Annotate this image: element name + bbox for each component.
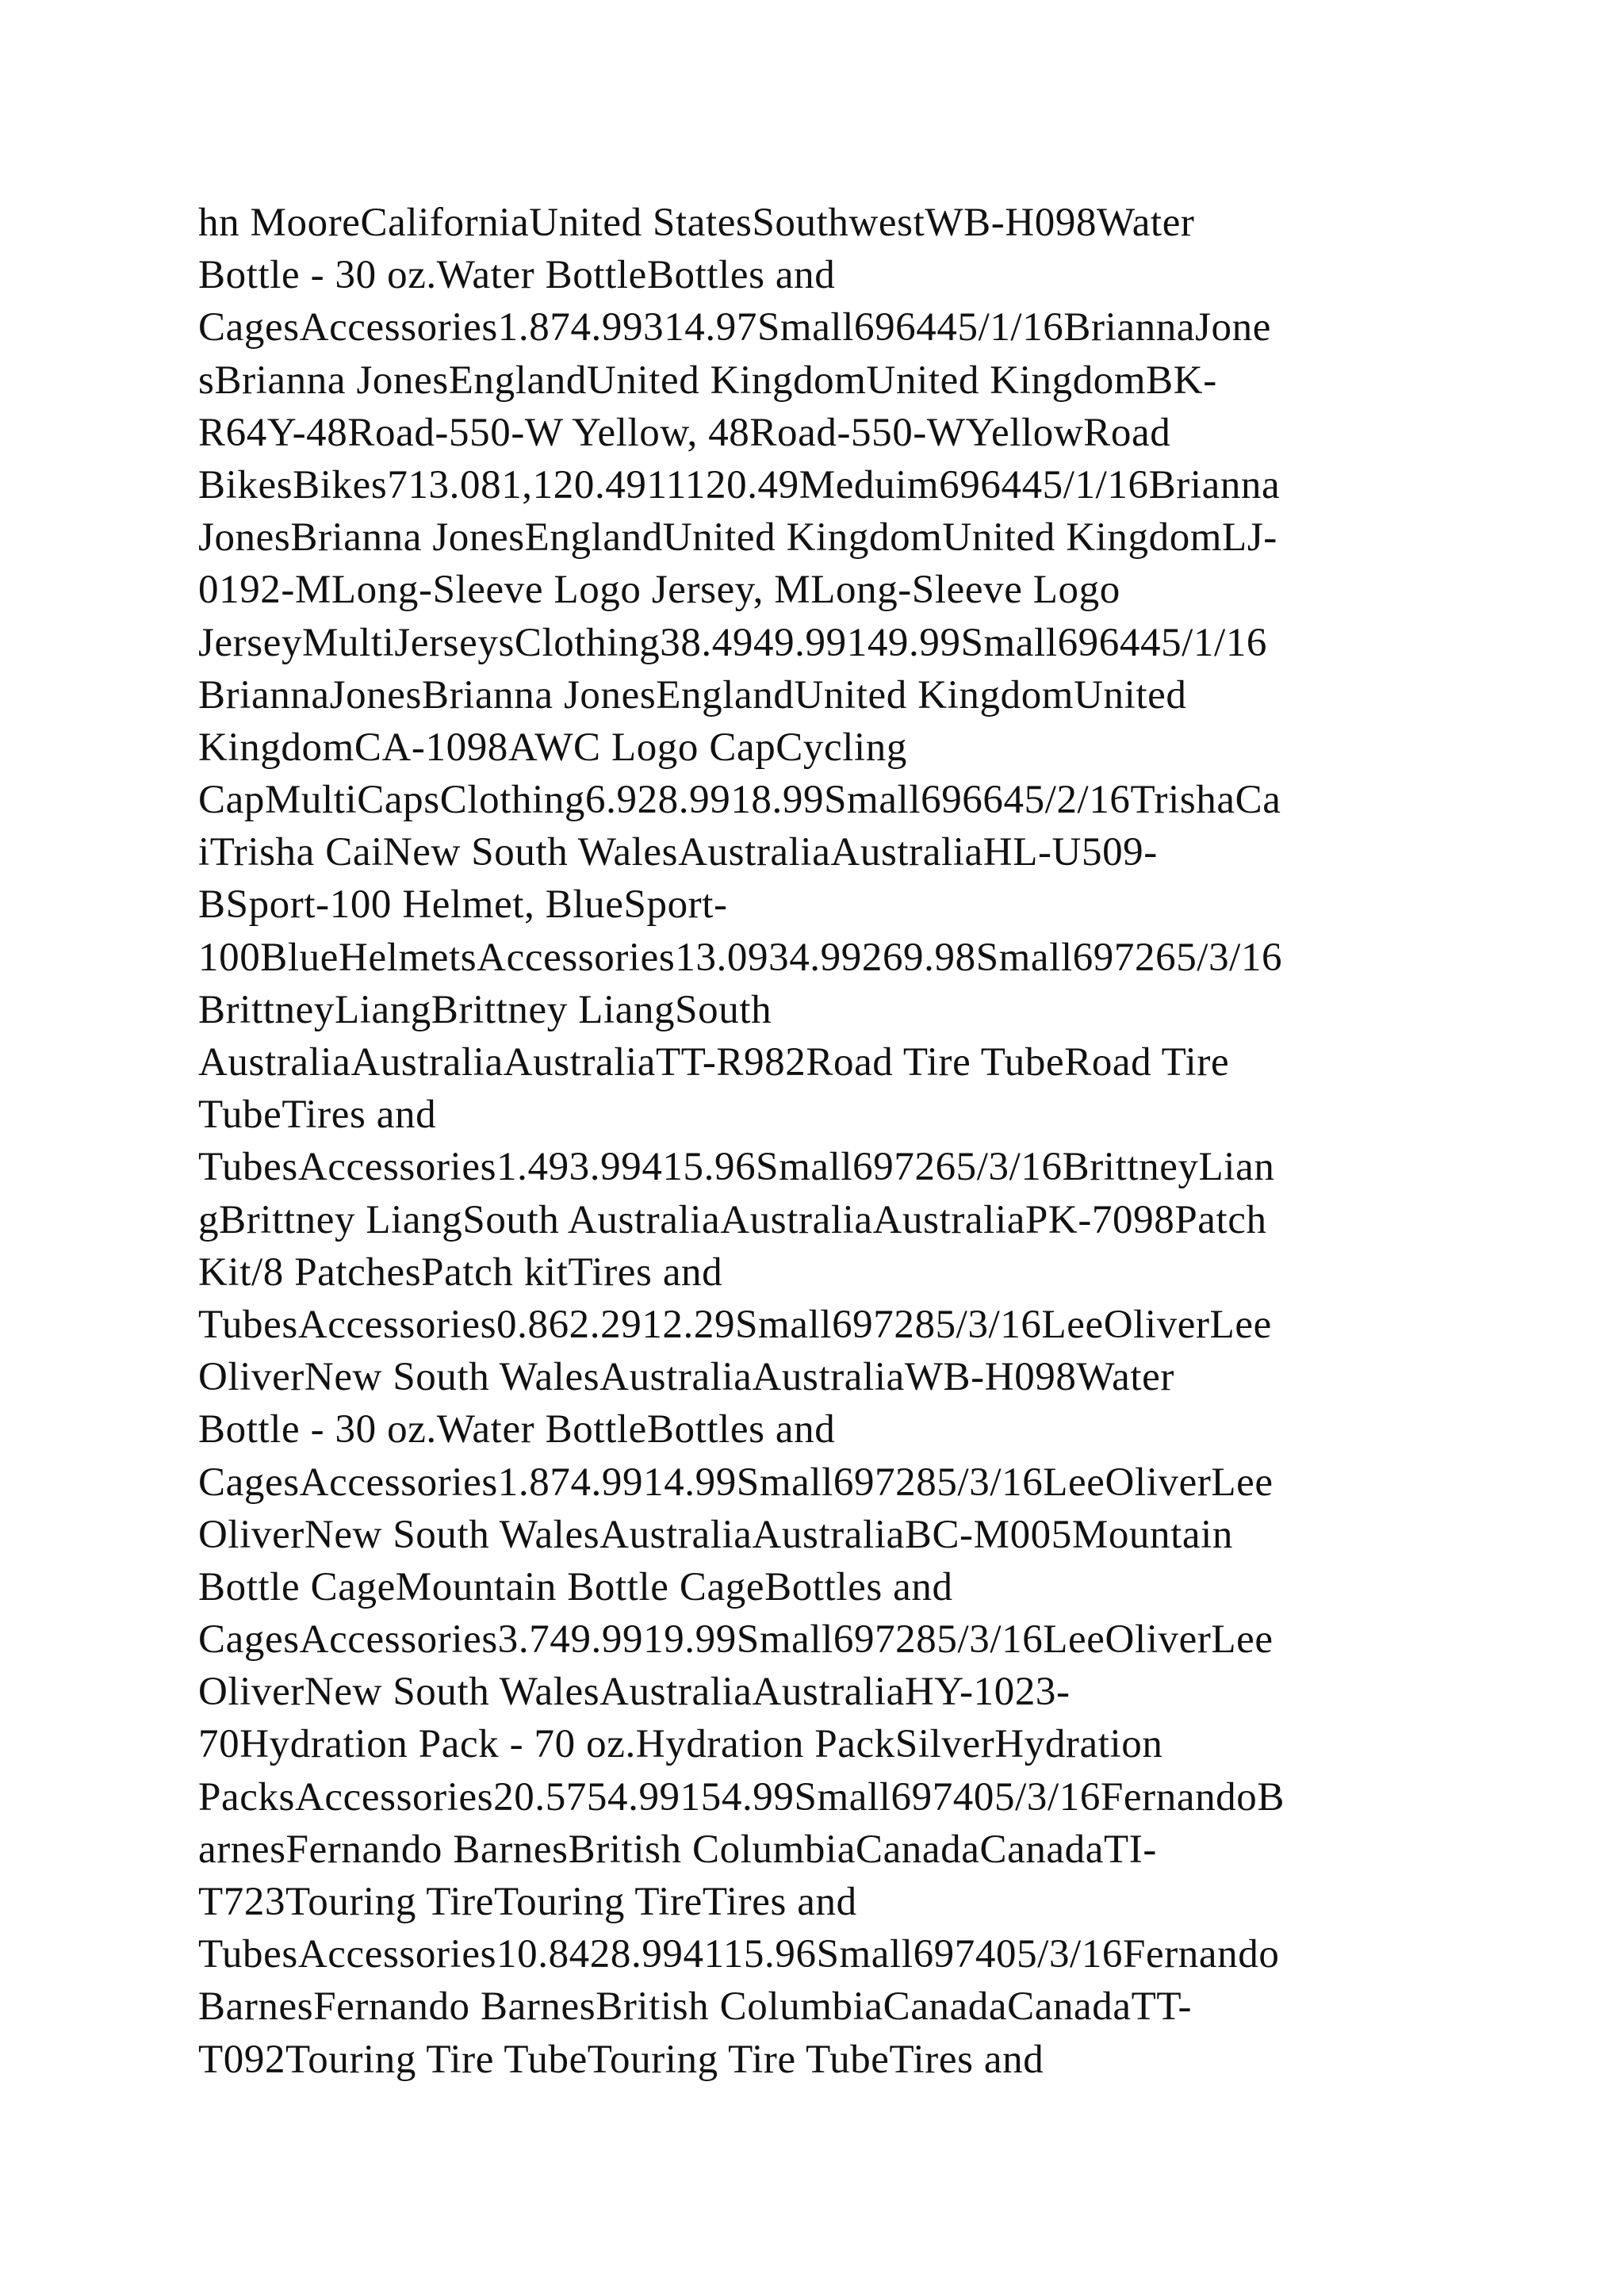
text-line: TubesAccessories1.493.99415.96Small697265/3/16BrittneyLian xyxy=(198,1145,1275,1190)
text-line: iTrisha CaiNew South WalesAustraliaAustraliaHL-U509- xyxy=(198,830,1158,875)
text-line: AustraliaAustraliaAustraliaTT-R982Road Tire TubeRoad Tire xyxy=(198,1040,1230,1085)
text-line: Bottle - 30 oz.Water BottleBottles and xyxy=(198,1407,836,1452)
text-line: Kit/8 PatchesPatch kitTires and xyxy=(198,1249,723,1295)
document-body-text xyxy=(198,197,1435,2086)
text-line: OliverNew South WalesAustraliaAustraliaBC-M005Mountain xyxy=(198,1512,1234,1557)
text-line: Bottle CageMountain Bottle CageBottles and xyxy=(198,1564,953,1609)
text-line: R64Y-48Road-550-W Yellow, 48Road-550-WYellowRoad xyxy=(198,410,1171,455)
text-line: JonesBrianna JonesEnglandUnited KingdomUnited KingdomLJ- xyxy=(198,515,1277,561)
text-line: 0192-MLong-Sleeve Logo Jersey, MLong-Sleeve Logo xyxy=(198,568,1120,613)
text-line: OliverNew South WalesAustraliaAustraliaWB-H098Water xyxy=(198,1355,1174,1400)
text-line: gBrittney LiangSouth AustraliaAustraliaAustraliaPK-7098Patch xyxy=(198,1197,1267,1242)
text-line: TubesAccessories10.8428.994115.96Small697405/3/16Fernando xyxy=(198,1932,1280,1977)
text-line: Bottle - 30 oz.Water BottleBottles and xyxy=(198,253,836,298)
text-line: CagesAccessories1.874.99314.97Small696445/1/16BriannaJone xyxy=(198,305,1271,350)
text-line: BSport-100 Helmet, BlueSport- xyxy=(198,882,728,928)
text-line: BarnesFernando BarnesBritish ColumbiaCanadaCanadaTT- xyxy=(198,1984,1193,2030)
text-line: T723Touring TireTouring TireTires and xyxy=(198,1880,857,1924)
text-line: CagesAccessories3.749.9919.99Small697285/3/16LeeOliverLee xyxy=(198,1617,1274,1663)
text-line: KingdomCA-1098AWC Logo CapCycling xyxy=(198,725,907,770)
text-line: CagesAccessories1.874.9914.99Small697285/3/16LeeOliverLee xyxy=(198,1460,1274,1505)
text-line: arnesFernando BarnesBritish ColumbiaCanadaCanadaTI- xyxy=(198,1827,1157,1872)
text-line: CapMultiCapsClothing6.928.9918.99Small696645/2/16TrishaCa xyxy=(198,778,1281,823)
text-line: BriannaJonesBrianna JonesEnglandUnited KingdomUnited xyxy=(198,672,1187,718)
text-line: BrittneyLiangBrittney LiangSouth xyxy=(198,987,772,1032)
text-line: BikesBikes713.081,120.4911120.49Meduim696445/1/16Brianna xyxy=(198,462,1281,507)
text-line: sBrianna JonesEnglandUnited KingdomUnited KingdomBK- xyxy=(198,358,1217,403)
text-line: JerseyMultiJerseysClothing38.4949.99149.99Small696445/1/16 xyxy=(198,620,1268,665)
text-line: hn MooreCaliforniaUnited StatesSouthwestWB-H098Water xyxy=(198,201,1195,245)
text-line: 100BlueHelmetsAccessories13.0934.99269.98Small697265/3/16 xyxy=(198,935,1283,980)
text-line: 70Hydration Pack - 70 oz.Hydration PackSilverHydration xyxy=(198,1722,1163,1767)
text-line: T092Touring Tire TubeTouring Tire TubeTires and xyxy=(198,2037,1044,2082)
text-line: TubesAccessories0.862.2912.29Small697285/3/16LeeOliverLee xyxy=(198,1302,1272,1347)
text-line: OliverNew South WalesAustraliaAustraliaHY-1023- xyxy=(198,1670,1071,1715)
text-line: TubeTires and xyxy=(198,1093,437,1138)
text-line: PacksAccessories20.5754.99154.99Small697405/3/16FernandoB xyxy=(198,1774,1285,1820)
